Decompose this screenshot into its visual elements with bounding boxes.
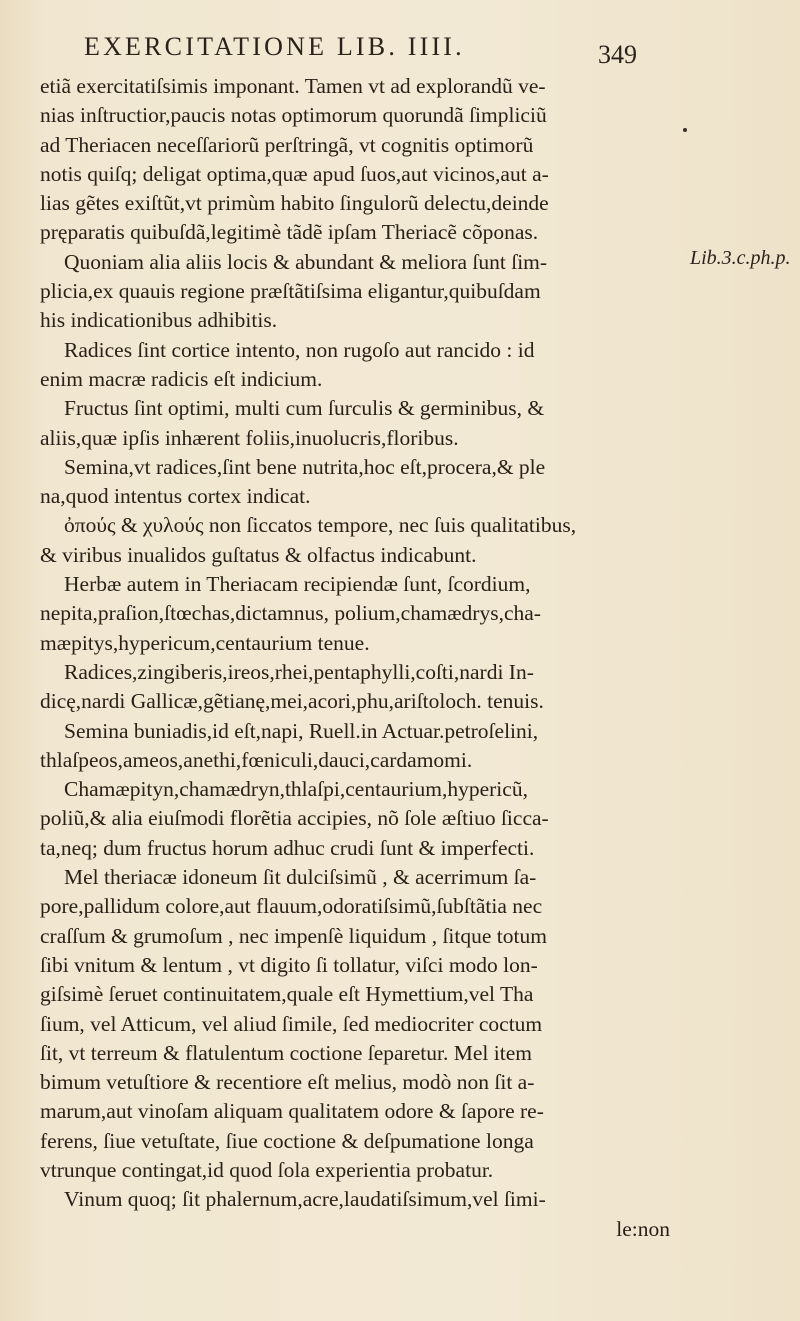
text-line: poliũ,& alia eiuſmodi florẽtia accipies, nõ ſole æſtiuo ſicca-	[40, 806, 549, 831]
catchword: le:non	[616, 1216, 670, 1241]
text-line: thlaſpeos,ameos,anethi,fœniculi,dauci,cardamomi.	[40, 747, 473, 772]
text-line: enim macræ radicis eſt indicium.	[40, 366, 323, 391]
text-line: ὀπούς & χυλούς non ſiccatos tempore, nec ſuis qualitatibus,	[64, 513, 577, 538]
text-line: marum,aut vinoſam aliquam qualitatem odore & ſapore re-	[40, 1099, 544, 1124]
margin-note: Lib.3.c.ph.p.	[690, 247, 791, 269]
text-line: notis quiſq; deligat optima,quæ apud ſuos,aut vicinos,aut a-	[40, 161, 549, 186]
text-line: lias gẽtes exiſtũt,vt primùm habito ſingulorũ delectu,deinde	[40, 191, 549, 216]
text-line: pręparatis quibuſdã,legitimè tãdẽ ipſam Theriacẽ cõponas.	[40, 220, 539, 245]
text-line: dicę,nardi Gallicæ,gẽtianę,mei,acori,phu,ariſtoloch. tenuis.	[40, 689, 544, 714]
text-line: Semina,vt radices,ſint bene nutrita,hoc eſt,procera,& ple	[64, 454, 546, 479]
text-line: aliis,quæ ipſis inhærent foliis,inuolucris,floribus.	[40, 425, 459, 450]
text-line: Radices,zingiberis,ireos,rhei,pentaphylli,coſti,nardi In-	[64, 659, 534, 684]
text-line: ferens, ſiue vetuſtate, ſiue coctione & deſpumatione longa	[40, 1128, 534, 1153]
text-line: Fructus ſint optimi, multi cum ſurculis & germinibus, &	[64, 396, 545, 421]
text-line: vtrunque contingat,id quod ſola experientia probatur.	[40, 1157, 494, 1182]
text-line: ſium, vel Atticum, vel aliud ſimile, ſed mediocriter coctum	[40, 1011, 543, 1036]
text-line: nepita,praſion,ſtœchas,dictamnus, polium,chamædrys,cha-	[40, 601, 541, 626]
text-line: Herbæ autem in Theriacam recipiendæ ſunt, ſcordium,	[64, 572, 531, 597]
text-line: Radices ſint cortice intento, non rugoſo aut rancido : id	[64, 337, 535, 362]
text-line: ſibi vnitum & lentum , vt digito ſi tollatur, viſci modo lon-	[40, 952, 538, 977]
text-line: ad Theriacen neceſſariorũ perſtringã, vt cognitis optimorũ	[40, 132, 534, 157]
text-line: Vinum quoq; ſit phalernum,acre,laudatiſsimum,vel ſimi-	[64, 1187, 546, 1212]
text-line: na,quod intentus cortex indicat.	[40, 484, 311, 509]
text-line: pore,pallidum colore,aut flauum,odoratiſsimũ,ſubſtãtia nec	[40, 894, 543, 919]
text-line: Quoniam alia aliis locis & abundant & meliora ſunt ſim-	[64, 249, 548, 274]
text-line: plicia,ex quauis regione præſtãtiſsima eligantur,quibuſdam	[40, 279, 541, 304]
body-text	[40, 72, 680, 1244]
text-line: giſsimè ſeruet continuitatem,quale eſt Hymettium,vel Tha	[40, 982, 534, 1007]
text-line: Semina buniadis,id eſt,napi, Ruell.in Actuar.petroſelini,	[64, 718, 539, 743]
text-line: Mel theriacæ idoneum ſit dulciſsimũ , & acerrimum ſa-	[64, 865, 537, 890]
text-line: mæpitys,hypericum,centaurium tenue.	[40, 630, 370, 655]
text-line: Chamæpityn,chamædryn,thlaſpi,centaurium,hypericũ,	[64, 777, 528, 802]
page-number: 349	[598, 40, 637, 69]
text-line: bimum vetuſtiore & recentiore eſt melius, modò non ſit a-	[40, 1070, 535, 1095]
running-title: EXERCITATIONE LIB. IIII.	[84, 32, 465, 61]
text-line: ta,neq; dum fructus horum adhuc crudi ſunt & imperfecti.	[40, 835, 535, 860]
text-line: ſit, vt terreum & flatulentum coctione ſeparetur. Mel item	[40, 1040, 532, 1065]
text-line: craſſum & grumoſum , nec impenſè liquidum , ſitque totum	[40, 923, 547, 948]
text-line: & viribus inualidos guſtatus & olfactus indicabunt.	[40, 542, 477, 567]
text-line: his indicationibus adhibitis.	[40, 308, 278, 333]
text-line: nias inſtructior,paucis notas optimorum quorundã ſimpliciũ	[40, 103, 547, 128]
text-line: etiã exercitatiſsimis imponant. Tamen vt ad explorandũ ve-	[40, 74, 546, 98]
margin-mark	[683, 128, 687, 132]
